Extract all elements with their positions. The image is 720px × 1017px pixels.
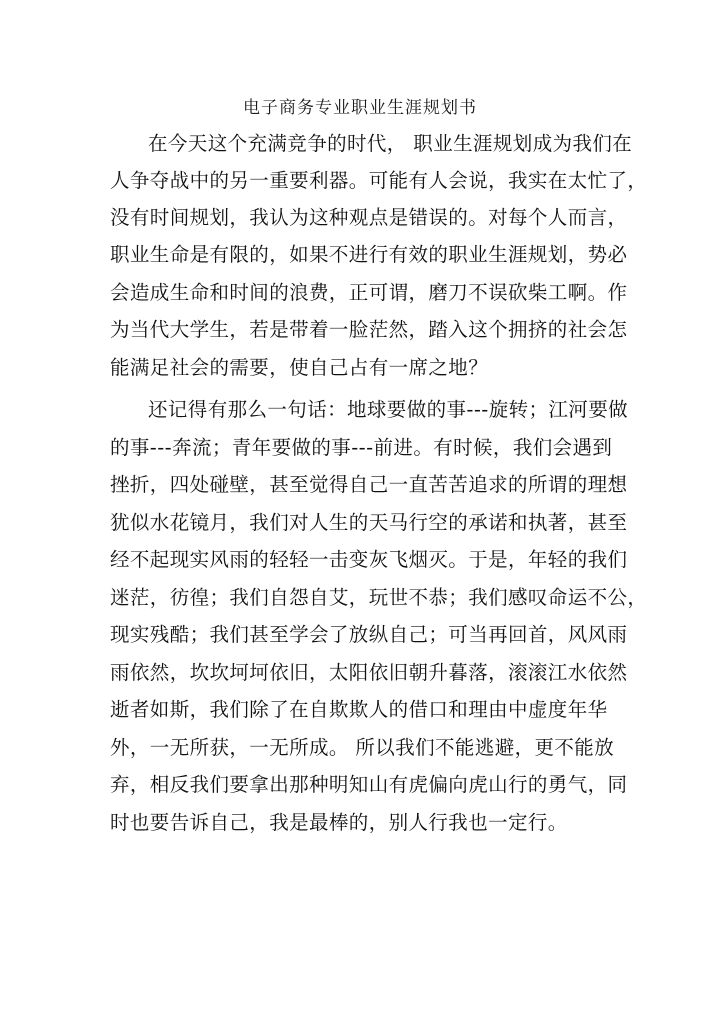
paragraph-1-line-7: 能满足社会的需要，使自己占有一席之地？ [110, 356, 489, 379]
paragraph-2-line-4: 犹似水花镜月，我们对人生的天马行空的承诺和执著，甚至 [110, 511, 628, 534]
paragraph-1-line-4: 职业生命是有限的，如果不进行有效的职业生涯规划，势必 [110, 243, 628, 266]
paragraph-2-line-2: 的事---奔流；青年要做的事---前进。有时候，我们会遇到 [110, 436, 613, 459]
paragraph-2-line-9: 逝者如斯，我们除了在自欺欺人的借口和理由中虚度年华 [110, 698, 608, 721]
paragraph-2-line-3: 挫折，四处碰壁，甚至觉得自己一直苦苦追求的所谓的理想 [110, 473, 628, 496]
document-title: 电子商务专业职业生涯规划书 [243, 98, 477, 118]
paragraph-2-line-8: 雨依然，坎坎坷坷依旧，太阳依旧朝升暮落，滚滚江水依然 [110, 661, 628, 684]
paragraph-2-line-1: 还记得有那么一句话：地球要做的事---旋转；江河要做 [148, 398, 629, 421]
paragraph-2-line-12: 时也要告诉自己，我是最棒的，别人行我也一定行。 [110, 811, 568, 834]
paragraph-2-line-5: 经不起现实风雨的轻轻一击变灰飞烟灭。于是，年轻的我们 [110, 548, 628, 571]
paragraph-1-line-1: 在今天这个充满竞争的时代， 职业生涯规划成为我们在 [148, 132, 633, 155]
paragraph-2-line-11: 弃，相反我们要拿出那种明知山有虎偏向虎山行的勇气，同 [110, 773, 628, 796]
paragraph-1-line-5: 会造成生命和时间的浪费，正可谓，磨刀不误砍柴工啊。作 [110, 281, 628, 304]
paragraph-2-line-7: 现实残酷；我们甚至学会了放纵自己；可当再回首，风风雨 [110, 623, 628, 646]
paragraph-2-line-10: 外，一无所获，一无所成。 所以我们不能逃避，更不能放 [110, 736, 615, 759]
paragraph-1-line-3: 没有时间规划，我认为这种观点是错误的。对每个人而言， [110, 206, 628, 229]
paragraph-2-line-6: 迷茫，彷徨；我们自怨自艾，玩世不恭；我们感叹命运不公， [110, 586, 648, 609]
paragraph-1-line-2: 人争夺战中的另一重要利器。可能有人会说，我实在太忙了， [110, 169, 648, 192]
paragraph-1-line-6: 为当代大学生，若是带着一脸茫然，踏入这个拥挤的社会怎 [110, 318, 628, 341]
